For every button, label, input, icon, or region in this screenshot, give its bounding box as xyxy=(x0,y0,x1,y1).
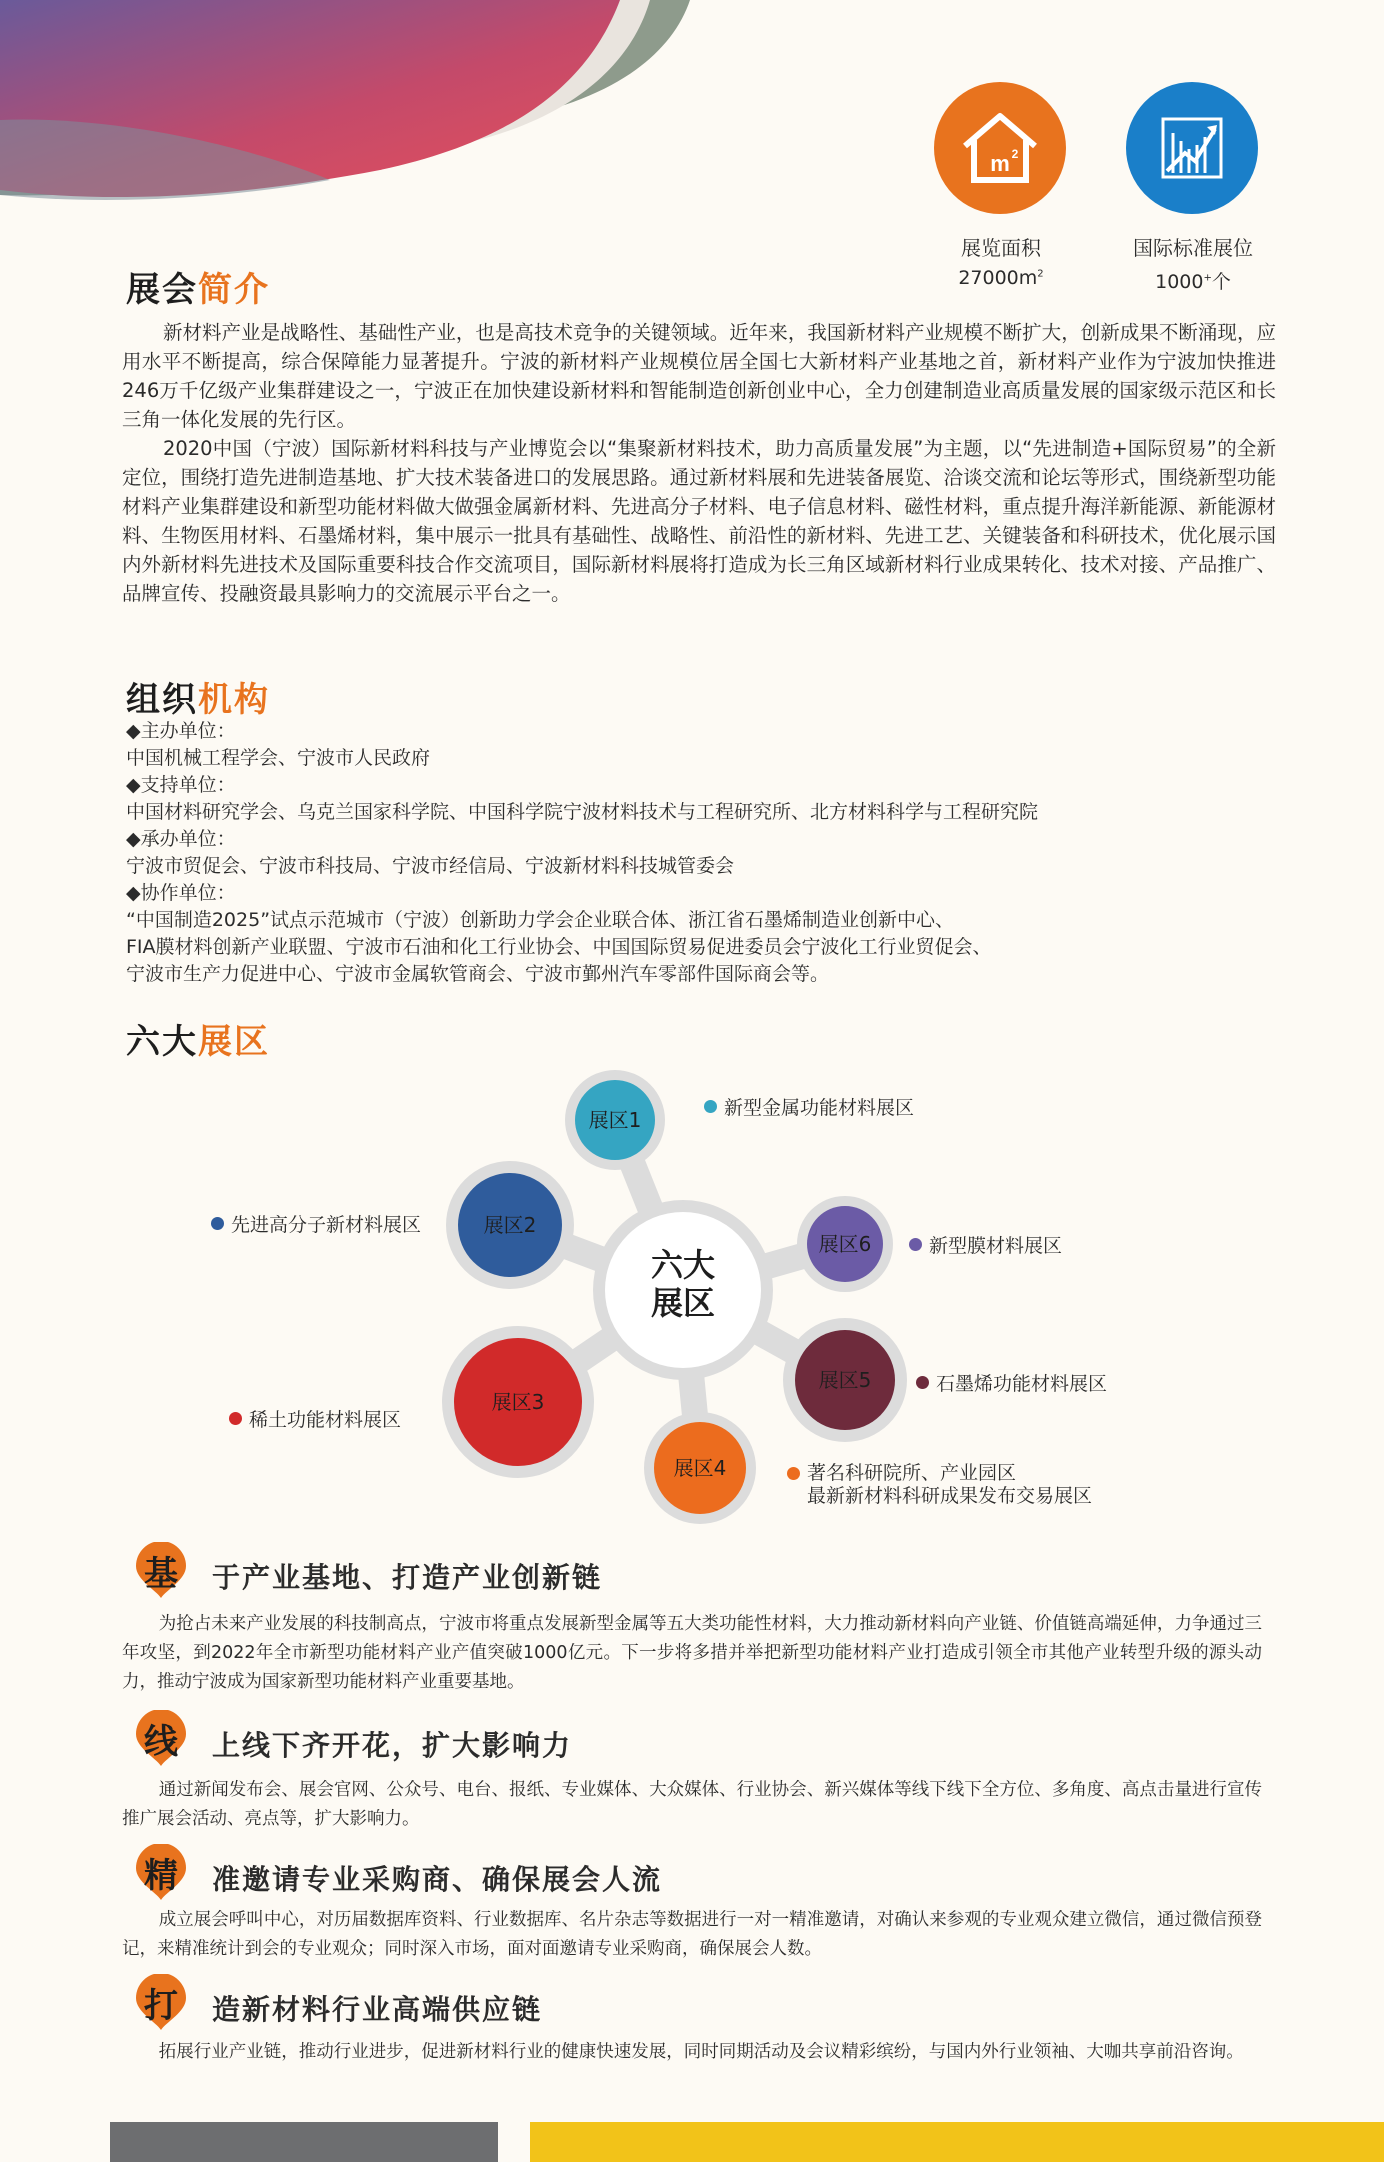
zone-5-desc: 石墨烯功能材料展区 xyxy=(916,1369,1107,1396)
stat-label: 展览面积 xyxy=(961,236,1041,260)
stat-value: $27000m^2$ xyxy=(958,267,1044,289)
org-support: 中国材料研究学会、乌克兰国家科学院、中国科学院宁波材料技术与工程研究所、北方材料科学与工程研究院 xyxy=(126,801,1039,823)
zone-4-label: 展区4 xyxy=(673,1456,727,1480)
feature-1-title: 于产业基地、打造产业创新链 xyxy=(212,1561,603,1594)
footer-bar-yellow xyxy=(530,2122,1384,2162)
org-heading-organizer: ◆承办单位： xyxy=(126,828,236,850)
center-line-1: 六大 xyxy=(650,1246,715,1284)
feature-3-body: 成立展会呼叫中心，对历届数据库资料、行业数据库、名片杂志等数据进行一对一精准邀请，对确认来参观的专业观众建立微信，通过微信预登记，来精准统计到会的专业观众；同时深入市场，面对面邀请专业采购商，确保展会人数。 xyxy=(122,1910,1262,1959)
org-heading-host: ◆主办单位： xyxy=(126,720,236,742)
intro-paragraph-1: 新材料产业是战略性、基础性产业，也是高技术竞争的关键领域。近年来，我国新材料产业规模不断扩大，创新成果不断涌现，应用水平不断提高，综合保障能力显著提升。宁波的新材料产业规模位居全国七大新材料产业基地之首，新材料产业作为宁波加快推进246万千亿级产业集群建设之一，宁波正在加快建设新材料和智能制造创新创业中心，全力创建制造业高质量发展的国家级示范区和长三角一体化发展的先行区。 xyxy=(122,321,1276,431)
feature-2-title: 上线下齐开花，扩大影响力 xyxy=(212,1729,573,1762)
svg-text:2: 2 xyxy=(1011,147,1019,161)
intro-paragraph-2: 2020中国（宁波）国际新材料科技与产业博览会以“集聚新材料技术，助力高质量发展”为主题，以“先进制造+国际贸易”的全新定位，围绕打造先进制造基地、扩大技术装备进口的发展思路。通过新材料展和先进装备展览、洽谈交流和论坛等形式，围绕新型功能材料产业集群建设和新型功能材料做大做强金属新材料、先进高分子材料、电子信息材料、磁性材料，重点提升海洋新能源、新能源材料、生物医用材料、石墨烯材料，集中展示一批具有基础性、战略性、前沿性的新材料、先进工艺、关键装备和科研技术，优化展示国内外新材料先进技术及国际重要科技合作交流项目，国际新材料展将打造成为长三角区域新材料行业成果转化、技术对接、产品推广、品牌宣传、投融资最具影响力的交流展示平台之一。 xyxy=(122,437,1276,605)
zone-6-label: 展区6 xyxy=(818,1232,872,1256)
org-title: 组织机构 xyxy=(126,680,270,720)
zone-center-label xyxy=(643,1246,723,1322)
zone-4-desc: 著名科研院所、产业园区 最新新材料科研成果发布交易展区 xyxy=(787,1462,1092,1508)
zone-3-label: 展区3 xyxy=(491,1390,545,1414)
svg-text:m: m xyxy=(990,151,1010,176)
org-cooperation-2: FIA膜材料创新产业联盟、宁波市石油和化工行业协会、中国国际贸易促进委员会宁波化工行业贸促会、 xyxy=(126,936,992,958)
center-line-2: 展区 xyxy=(650,1284,715,1322)
zone-5-label: 展区5 xyxy=(818,1368,872,1392)
org-host: 中国机械工程学会、宁波市人民政府 xyxy=(126,747,431,769)
feature-3-badge: 精 xyxy=(144,1856,178,1896)
zone-3-desc: 稀土功能材料展区 xyxy=(229,1405,401,1432)
feature-2-badge: 线 xyxy=(144,1722,178,1762)
feature-1-badge: 基 xyxy=(144,1554,178,1594)
footer-bar-gray xyxy=(110,2122,498,2162)
stat-label: 国际标准展位 xyxy=(1133,236,1253,260)
zone-2-desc: 先进高分子新材料展区 xyxy=(211,1210,421,1237)
zone-1-label: 展区1 xyxy=(588,1108,642,1132)
feature-1-body: 为抢占未来产业发展的科技制高点，宁波市将重点发展新型金属等五大类功能性材料，大力推动新材料向产业链、价值链高端延伸，力争通过三年攻坚，到2022年全市新型功能材料产业产值突破1000亿元。下一步将多措并举把新型功能材料产业打造成引领全市其他产业转型升级的源头动力，推动宁波成为国家新型功能材料产业重要基地。 xyxy=(122,1614,1262,1692)
feature-4-badge: 打 xyxy=(144,1986,178,2026)
org-heading-cooperation: ◆协作单位： xyxy=(126,882,236,904)
stat-value: 1000+个 xyxy=(1155,271,1231,293)
org-heading-support: ◆支持单位： xyxy=(126,774,236,796)
zones-title: 六大展区 xyxy=(126,1022,270,1062)
zone-1-desc: 新型金属功能材料展区 xyxy=(704,1093,914,1120)
feature-4-title: 造新材料行业高端供应链 xyxy=(212,1993,543,2026)
org-organizer: 宁波市贸促会、宁波市科技局、宁波市经信局、宁波新材料科技城管委会 xyxy=(126,855,735,877)
zone-6-desc: 新型膜材料展区 xyxy=(909,1231,1062,1258)
org-cooperation-3: 宁波市生产力促进中心、宁波市金属软管商会、宁波市鄞州汽车零部件国际商会等。 xyxy=(126,963,830,985)
feature-2-body: 通过新闻发布会、展会官网、公众号、电台、报纸、专业媒体、大众媒体、行业协会、新兴媒体等线下线下全方位、多角度、高点击量进行宣传推广展会活动、亮点等，扩大影响力。 xyxy=(122,1780,1262,1829)
intro-title: 展会简介 xyxy=(126,270,270,310)
zone-2-label: 展区2 xyxy=(483,1213,537,1237)
org-cooperation-1: “中国制造2025”试点示范城市（宁波）创新助力学会企业联合体、浙江省石墨烯制造业创新中心、 xyxy=(126,909,955,931)
feature-3-title: 准邀请专业采购商、确保展会人流 xyxy=(212,1863,663,1896)
feature-4-body: 拓展行业产业链，推动行业进步，促进新材料行业的健康快速发展，同时同期活动及会议精彩缤纷，与国内外行业领袖、大咖共享前沿咨询。 xyxy=(158,2042,1244,2062)
